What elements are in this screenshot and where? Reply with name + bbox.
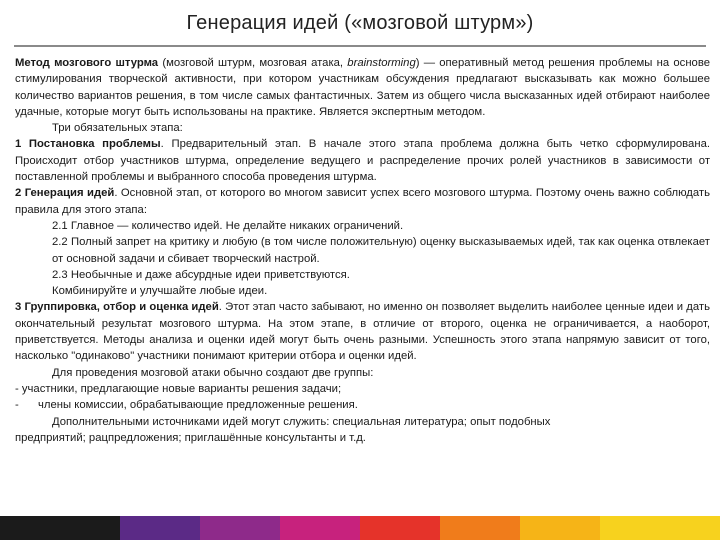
intro-paragraph xyxy=(15,55,710,120)
group-commission-dash: - xyxy=(15,399,19,412)
intro-text: ) — оперативный метод решения проблемы на основе стимулирования творческой активности, при котором участникам обсуждения предлагают высказывать как можно большее количество вариантов решения, в том числе самых фантастичных. Затем из общего числа высказанных идей отбирают наиболее удачные, которые могут быть использованы на практике. Является экспертным методом. xyxy=(15,57,710,118)
stage-2-heading: 2 Генерация идей xyxy=(15,187,115,200)
group-participants: - участники, предлагающие новые варианты решения задачи; xyxy=(15,382,342,395)
stage-2-text: . Основной этап, от которого во многом зависит успех всего мозгового штурма. Поэтому очень важно соблюдать правила для этого этапа: xyxy=(15,187,710,216)
stage-1-text: . Предварительный этап. В начале этого этапа проблема должна быть четко сформулирована. Происходит отбор участников штурма, определение ведущего и распределение прочих ролей участников в зависимости от поставленной проблемы и выбранного способа проведения штурма. xyxy=(15,138,710,184)
stages-intro: Три обязательных этапа: xyxy=(52,122,183,135)
title-divider xyxy=(14,45,706,47)
sources-first-line: Дополнительными источниками идей могут служить: специальная литература; опыт подобных xyxy=(52,415,551,428)
rule-2-1: 2.1 Главное — количество идей. Не делайте никаких ограничений. xyxy=(52,219,404,232)
stage-1-paragraph xyxy=(15,136,710,185)
intro-term: Метод мозгового штурма xyxy=(15,57,159,69)
footer-color-segment xyxy=(360,516,440,540)
rule-combine: Комбинируйте и улучшайте любые идеи. xyxy=(52,285,268,298)
slide-title: Генерация идей («мозговой штурм») xyxy=(186,12,534,34)
footer-color-segment xyxy=(280,516,360,540)
intro-pre-italic: (мозговой штурм, мозговая атака, xyxy=(158,57,348,69)
slide-body xyxy=(15,55,710,446)
group-commission-text: члены комиссии, обрабатывающие предложенные решения. xyxy=(38,399,358,412)
groups-intro: Для проведения мозговой атаки обычно создают две группы: xyxy=(52,366,374,379)
stage-2-paragraph xyxy=(15,185,710,218)
intro-italic-term: brainstorming xyxy=(347,57,416,69)
rule-2-2: 2.2 Полный запрет на критику и любую (в том числе положительную) оценку высказываемых идей, так как оценка отвлекает от основной задачи и сбивает творческий настрой. xyxy=(52,236,710,265)
sources-second-line: предприятий; рацпредложения; приглашённые консультанты и т.д. xyxy=(15,431,366,444)
rule-2-3: 2.3 Необычные и даже абсурдные идеи приветствуются. xyxy=(52,268,350,281)
footer-color-bar xyxy=(0,516,720,540)
stage-1-heading: 1 Постановка проблемы xyxy=(15,138,161,151)
footer-color-segment xyxy=(440,516,520,540)
footer-color-segment xyxy=(520,516,600,540)
stage-3-heading: 3 Группировка, отбор и оценка идей xyxy=(15,301,219,314)
group-commission xyxy=(15,397,710,413)
footer-color-segment xyxy=(120,516,200,540)
stage-3-paragraph xyxy=(15,299,710,364)
footer-color-segment xyxy=(600,516,720,540)
stage-3-text: . Этот этап часто забывают, но именно он позволяет выделить наиболее ценные идеи и дать окончательный результат мозгового штурма. На этом этапе, в отличие от второго, оценка не ограничивается, а наоборот, приветствуется. Методы анализа и оценки идей могут быть очень разными. Успешность этого этапа напрямую зависит от того, насколько "одинаково" участники понимают критерии отбора и оценки идей. xyxy=(15,301,710,363)
footer-color-segment xyxy=(0,516,120,540)
footer-color-segment xyxy=(200,516,280,540)
